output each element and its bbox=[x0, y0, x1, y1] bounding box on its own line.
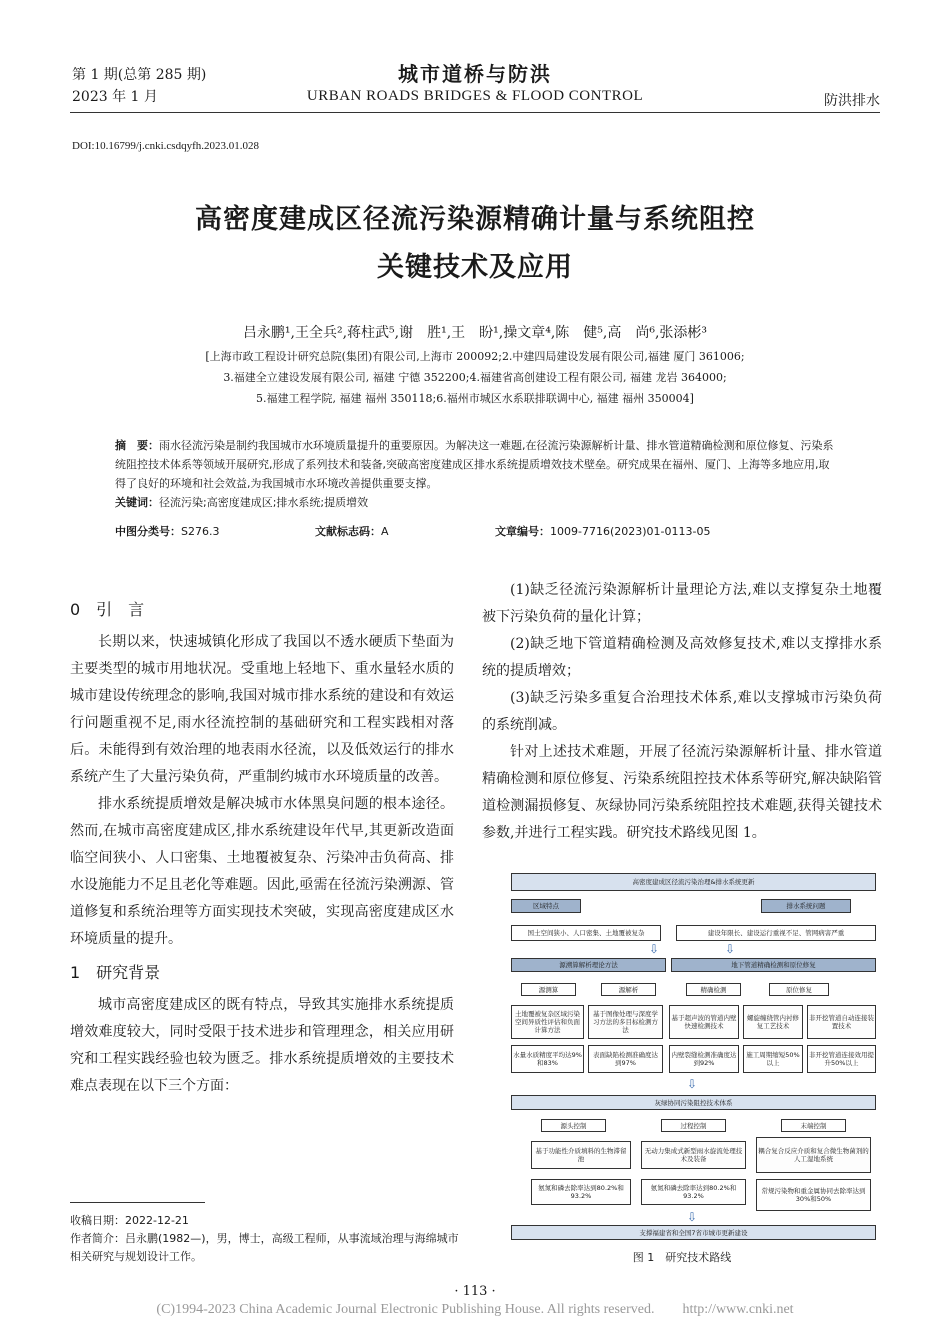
paper-title bbox=[0, 196, 950, 292]
fig-arrow-icon: ⇩ bbox=[687, 1210, 698, 1224]
difficulty-2: (2)缺乏地下管道精确检测及高效修复技术,难以支撑排水系统的提质增效； bbox=[482, 636, 882, 679]
fig-method-4: 螺旋缠绕管内衬修复工艺技术 bbox=[743, 1005, 803, 1039]
article-label: 文章编号： bbox=[495, 525, 550, 538]
fig-result-5: 非开挖管道连接效用提升50%以上 bbox=[807, 1045, 876, 1073]
article-value: 1009-7716(2023)01-0113-05 bbox=[550, 525, 711, 538]
abstract bbox=[115, 436, 837, 493]
fig-source-method: 源溯算解析理论方法 bbox=[511, 958, 666, 972]
fig-drain-problem: 排水系统问题 bbox=[761, 899, 851, 913]
fig-top-goal: 高密度建成区径流污染治理&排水系统更新 bbox=[511, 873, 876, 891]
title-line-2: 关键技术及应用 bbox=[377, 252, 573, 283]
fig-drain-issue: 建设年限长、建设运行重视不足、管网病害严重 bbox=[676, 925, 876, 941]
fig-region-feature: 区域特点 bbox=[511, 899, 581, 913]
fig-pipe-detect: 地下管道精确检测和原位修复 bbox=[671, 958, 876, 972]
fig-arrow-icon: ⇩ bbox=[725, 942, 736, 956]
fig-effect-2: 氨氮和磷去除率达到80.2%和93.2% bbox=[641, 1179, 746, 1205]
figure-caption: 图 1 研究技术路线 bbox=[632, 1251, 732, 1264]
page-number: · 113 · bbox=[454, 1284, 496, 1299]
fig-ctrl-2: 过程控制 bbox=[661, 1119, 726, 1132]
authors: 吕永鹏¹,王全兵²,蒋柱武⁵,谢 胜¹,王 盼¹,操文章⁴,陈 健⁵,高 尚⁶,张添彬³ bbox=[242, 325, 708, 341]
keywords bbox=[115, 493, 837, 512]
classification-row bbox=[115, 523, 837, 539]
intro-paragraph-1: 长期以来，快速城镇化形成了我国以不透水硬质下垫面为主要类型的城市用地状况。受重地上轻地下、重水量轻水质的城市建设传统理念的影响,我国对城市排水系统的建设和有效运行问题重视不足,雨水径流控制的基础研究和工程实践相对落后。未能得到有效治理的地表雨水径流，以及低效运行的排水系统产生了大量污染负荷，严重制约城市水环境质量的改善。 bbox=[70, 634, 454, 785]
fig-effect-1: 氨氮和磷去除率达到80.2%和93.2% bbox=[531, 1179, 631, 1205]
section-label: 防洪排水 bbox=[824, 93, 880, 109]
fig-result-2: 表面缺陷检测准确度达到97% bbox=[588, 1045, 663, 1073]
fig-method-5: 非开挖管道自动连接装置技术 bbox=[807, 1005, 876, 1039]
fig-tech-2: 无动力集成式新型雨水旋流处理技术及装备 bbox=[641, 1141, 746, 1169]
right-column bbox=[482, 577, 882, 847]
fig-arrow-icon: ⇩ bbox=[687, 1077, 698, 1091]
affiliation-line: 5.福建工程学院, 福建 福州 350118;6.福州市城区水系联排联调中心, 福建 福州 350004] bbox=[256, 392, 694, 405]
abstract-text: 雨水径流污染是制约我国城市水环境质量提升的重要原因。为解决这一难题,在径流污染源解析计量、排水管道精确检测和原位修复、污染系统阻控技术体系等领域开展研究,形成了系列技术和装备,突破高密度建成区排水系统提质增效技术壁垒。研究成果在福州、厦门、上海等多地应用,取得了良好的环境和社会效益,为我国城市水环境改善提供重要支撑。 bbox=[115, 439, 834, 490]
copyright-watermark: (C)1994-2023 China Academic Journal Electronic Publishing House. All rights reserved. http://www.cnki.net bbox=[156, 1302, 794, 1317]
doc-code bbox=[315, 523, 495, 539]
fig-result-3: 内壁裂缝检测准确度达到92% bbox=[669, 1045, 739, 1073]
journal-name-cn: 城市道桥与防洪 bbox=[398, 62, 552, 86]
clc-code bbox=[115, 523, 315, 539]
footnote-rule bbox=[70, 1202, 205, 1203]
fig-region-issue: 国土空间狭小、人口密集、土地覆被复杂 bbox=[511, 925, 661, 941]
fig-src-calc: 源测算 bbox=[521, 983, 576, 996]
keywords-label: 关键词： bbox=[115, 496, 159, 509]
fig-result-4: 施工周期缩短50%以上 bbox=[743, 1045, 803, 1073]
fig-ctrl-3: 末端控制 bbox=[781, 1119, 846, 1132]
clc-value: S276.3 bbox=[181, 525, 220, 538]
fig-result-1: 水量水质精度平均达9%和83% bbox=[511, 1045, 584, 1073]
fig-tech-3: 耦合复合反应介质和复合微生物菌剂的人工湿地系统 bbox=[756, 1137, 871, 1173]
journal-name-en: URBAN ROADS BRIDGES & FLOOD CONTROL bbox=[306, 88, 644, 104]
fig-bottom-outcome: 支撑福建省和全国7省市城市更新建设 bbox=[511, 1225, 876, 1240]
left-column bbox=[70, 590, 454, 1100]
received-date: 收稿日期：2022-12-21 bbox=[70, 1214, 189, 1227]
fig-detect: 精确检测 bbox=[686, 983, 741, 996]
fig-tech-1: 基于功能性介质填料的生物滞留池 bbox=[531, 1141, 631, 1169]
affiliation-line: 3.福建全立建设发展有限公司, 福建 宁德 352200;4.福建省高创建设工程有限公司, 福建 龙岩 364000; bbox=[223, 371, 727, 384]
intro-heading: 0 引 言 bbox=[70, 600, 145, 619]
abstract-block bbox=[115, 436, 837, 512]
issue-date: 2023 年 1 月 bbox=[72, 89, 158, 105]
doc-value: A bbox=[381, 525, 389, 538]
doi: DOI:10.16799/j.cnki.csdqyfh.2023.01.028 bbox=[72, 140, 259, 152]
difficulty-3: (3)缺乏污染多重复合治理技术体系,难以支撑城市污染负荷的系统削减。 bbox=[482, 690, 882, 733]
clc-label: 中图分类号： bbox=[115, 525, 181, 538]
fig-effect-3: 常规污染物和重金属协同去除率达到30%和50% bbox=[756, 1179, 871, 1211]
background-heading: 1 研究背景 bbox=[70, 963, 161, 982]
author-bio: 作者简介：吕永鹏(1982—)，男，博士，高级工程师，从事流域治理与海绵城市相关研究与规划设计工作。 bbox=[70, 1232, 459, 1263]
keywords-text: 径流污染;高密度建成区;排水系统;提质增效 bbox=[159, 496, 369, 509]
difficulty-1: (1)缺乏径流污染源解析计量理论方法,难以支撑复杂土地覆被下污染负荷的量化计算； bbox=[482, 582, 882, 625]
affiliations bbox=[120, 346, 830, 409]
affiliation-line: [上海市政工程设计研究总院(集团)有限公司,上海市 200092;2.中建四局建设发展有限公司,福建 厦门 361006; bbox=[205, 350, 745, 363]
fig-method-3: 基于超声波的管道内壁快速检测技术 bbox=[669, 1005, 739, 1039]
article-code bbox=[495, 523, 710, 539]
fig-repair: 原位修复 bbox=[769, 983, 829, 996]
fig-ctrl-1: 源头控制 bbox=[541, 1119, 606, 1132]
title-line-1: 高密度建成区径流污染源精确计量与系统阻控 bbox=[195, 204, 755, 235]
issue-number: 第 1 期(总第 285 期) bbox=[72, 67, 207, 83]
fig-method-1: 土地覆被复杂区域污染空间异质性评估和负面计算方法 bbox=[511, 1005, 584, 1039]
header-rule bbox=[70, 112, 880, 113]
fig-gray-green: 灰绿协同污染阻控技术体系 bbox=[511, 1095, 876, 1110]
fig-method-2: 基于图像处理与深度学习方法的多目标检测方法 bbox=[588, 1005, 663, 1039]
research-approach: 针对上述技术难题，开展了径流污染源解析计量、排水管道精确检测和原位修复、污染系统阻控技术体系等研究,解决缺陷管道检测漏损修复、灰绿协同污染系统阻控技术难题,获得关键技术参数,并进行工程实践。研究技术路线见图 1。 bbox=[482, 744, 882, 841]
footnote bbox=[70, 1212, 460, 1266]
fig-src-parse: 源解析 bbox=[601, 983, 656, 996]
abstract-label: 摘 要： bbox=[115, 439, 159, 452]
background-paragraph-1: 城市高密度建成区的既有特点，导致其实施排水系统提质增效难度较大，同时受限于技术进步和管理理念，相关应用研究和工程实践经验也较为匮乏。排水系统提质增效的主要技术难点表现在以下三个方面： bbox=[70, 997, 454, 1094]
intro-paragraph-2: 排水系统提质增效是解决城市水体黑臭问题的根本途径。然而,在城市高密度建成区,排水系统建设年代早,其更新改造面临空间狭小、人口密集、土地覆被复杂、污染冲击负荷高、排水设施能力不足且老化等难题。因此,亟需在径流污染溯源、管道修复和系统治理等方面实现技术突破，实现高密度建成区水环境质量的提升。 bbox=[70, 796, 454, 947]
doc-label: 文献标志码： bbox=[315, 525, 381, 538]
figure-1-flowchart bbox=[511, 873, 876, 1241]
fig-arrow-icon: ⇩ bbox=[649, 942, 660, 956]
